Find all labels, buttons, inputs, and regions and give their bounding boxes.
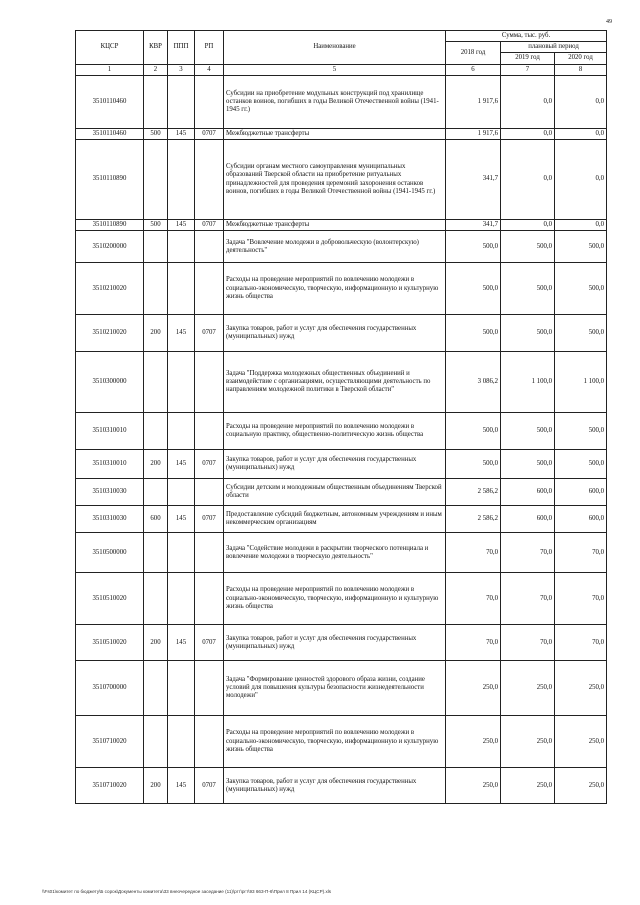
cell-2018: 250,0 (446, 768, 501, 804)
cell-ppp (168, 231, 195, 263)
table-row (76, 263, 607, 315)
table-row (76, 231, 607, 263)
cell-kcsr: 3510110890 (76, 140, 144, 220)
column-index: 1 (76, 64, 144, 75)
table-row (76, 625, 607, 661)
cell-kvr (144, 263, 168, 315)
cell-2019: 0,0 (501, 75, 555, 128)
cell-rp: 0707 (195, 315, 224, 352)
cell-name: Межбюджетные трансферты (224, 220, 446, 231)
header-rp: РП (195, 31, 224, 65)
table-row (76, 533, 607, 573)
cell-ppp (168, 479, 195, 506)
cell-ppp: 145 (168, 128, 195, 139)
table-row (76, 573, 607, 625)
cell-ppp (168, 352, 195, 413)
column-index: 8 (555, 64, 607, 75)
cell-name: Субсидии органам местного самоуправления муниципальных образований Тверской области на приобретение ритуальных принадлежностей для проведения церемоний захоронения останков воинов, погибших в годы Великой Отечественной войны (1941-1945 гг.) (224, 140, 446, 220)
cell-2020: 250,0 (555, 768, 607, 804)
cell-name: Закупка товаров, работ и услуг для обеспечения государственных (муниципальных) нужд (224, 625, 446, 661)
cell-kvr (144, 661, 168, 716)
cell-rp: 0707 (195, 506, 224, 533)
cell-2018: 250,0 (446, 661, 501, 716)
cell-name: Субсидии на приобретение модульных конструкций под хранилище останков воинов, погибших в годы Великой Отечественной войны (1941-1945 гг.) (224, 75, 446, 128)
cell-2020: 1 100,0 (555, 352, 607, 413)
cell-kcsr: 3510310030 (76, 479, 144, 506)
cell-kvr (144, 533, 168, 573)
file-path-footer: \\Fs01\комитет по бюджету\Б сорок\Документы комитета\33 внеочередное заседание (11)\ргт\ргт\93 663-П-6\Прил 8 Прил 14 (КЦСР).xls (42, 889, 332, 894)
cell-2018: 3 086,2 (446, 352, 501, 413)
cell-name: Задача "Поддержка молодежных общественных объединений и взаимодействие с организациями, осуществляющими деятельность по направлениям молодежной политики в Тверской области" (224, 352, 446, 413)
cell-rp: 0707 (195, 768, 224, 804)
cell-name: Расходы на проведение мероприятий по вовлечению молодежи в социальную практику, общественно-политическую жизнь общества (224, 413, 446, 450)
cell-kvr: 200 (144, 315, 168, 352)
cell-2020: 250,0 (555, 661, 607, 716)
cell-name: Закупка товаров, работ и услуг для обеспечения государственных (муниципальных) нужд (224, 315, 446, 352)
cell-2018: 1 917,6 (446, 75, 501, 128)
cell-name: Субсидии детским и молодежным общественным объединениям Тверской области (224, 479, 446, 506)
cell-kvr (144, 716, 168, 768)
cell-ppp (168, 75, 195, 128)
cell-ppp: 145 (168, 315, 195, 352)
cell-2018: 500,0 (446, 231, 501, 263)
cell-2018: 500,0 (446, 413, 501, 450)
cell-kvr (144, 75, 168, 128)
cell-ppp (168, 413, 195, 450)
cell-rp (195, 231, 224, 263)
cell-name: Предоставление субсидий бюджетным, автономным учреждениям и иным некоммерческим организациям (224, 506, 446, 533)
header-kcsr: КЦСР (76, 31, 144, 65)
header-2018: 2018 год (446, 42, 501, 64)
cell-kvr: 600 (144, 506, 168, 533)
table-row (76, 128, 607, 139)
cell-kcsr: 3510200000 (76, 231, 144, 263)
table-row (76, 352, 607, 413)
cell-2018: 500,0 (446, 450, 501, 479)
cell-rp (195, 75, 224, 128)
cell-ppp (168, 573, 195, 625)
table-row (76, 220, 607, 231)
cell-kcsr: 3510110460 (76, 75, 144, 128)
table-row (76, 768, 607, 804)
cell-2020: 250,0 (555, 716, 607, 768)
cell-2020: 70,0 (555, 625, 607, 661)
cell-rp: 0707 (195, 220, 224, 231)
cell-2020: 500,0 (555, 231, 607, 263)
header-row (76, 31, 607, 42)
cell-2019: 0,0 (501, 128, 555, 139)
cell-name: Расходы на проведение мероприятий по вовлечению молодежи в социально-экономическую, творческую, информационную и культурную жизнь общества (224, 716, 446, 768)
cell-2019: 500,0 (501, 263, 555, 315)
cell-2019: 1 100,0 (501, 352, 555, 413)
cell-name: Закупка товаров, работ и услуг для обеспечения государственных (муниципальных) нужд (224, 450, 446, 479)
cell-2019: 600,0 (501, 479, 555, 506)
cell-2020: 0,0 (555, 128, 607, 139)
cell-2019: 250,0 (501, 661, 555, 716)
cell-2019: 250,0 (501, 716, 555, 768)
cell-name: Закупка товаров, работ и услуг для обеспечения государственных (муниципальных) нужд (224, 768, 446, 804)
page-number: 49 (606, 19, 612, 25)
cell-2020: 70,0 (555, 533, 607, 573)
cell-name: Задача "Формирование ценностей здорового образа жизни, создание условий для повышения культуры безопасности жизнедеятельности молодежи" (224, 661, 446, 716)
cell-2020: 600,0 (555, 506, 607, 533)
column-index: 7 (501, 64, 555, 75)
cell-kvr (144, 352, 168, 413)
header-2020: 2020 год (555, 53, 607, 64)
cell-2020: 0,0 (555, 220, 607, 231)
cell-2018: 70,0 (446, 625, 501, 661)
cell-2019: 0,0 (501, 220, 555, 231)
cell-2020: 0,0 (555, 75, 607, 128)
cell-2018: 250,0 (446, 716, 501, 768)
cell-2019: 600,0 (501, 506, 555, 533)
cell-ppp (168, 533, 195, 573)
cell-kcsr: 3510210020 (76, 263, 144, 315)
table-row (76, 479, 607, 506)
cell-2020: 70,0 (555, 573, 607, 625)
cell-ppp: 145 (168, 506, 195, 533)
cell-kcsr: 3510110890 (76, 220, 144, 231)
cell-ppp: 145 (168, 625, 195, 661)
column-index: 6 (446, 64, 501, 75)
column-index: 5 (224, 64, 446, 75)
cell-rp (195, 352, 224, 413)
cell-ppp: 145 (168, 220, 195, 231)
cell-2020: 600,0 (555, 479, 607, 506)
cell-rp: 0707 (195, 625, 224, 661)
cell-ppp (168, 140, 195, 220)
table-row (76, 450, 607, 479)
table-row (76, 716, 607, 768)
cell-2018: 500,0 (446, 315, 501, 352)
cell-kvr: 200 (144, 625, 168, 661)
cell-kvr: 500 (144, 220, 168, 231)
column-index: 3 (168, 64, 195, 75)
cell-kcsr: 3510710020 (76, 768, 144, 804)
table-row (76, 413, 607, 450)
table-row (76, 506, 607, 533)
cell-rp (195, 573, 224, 625)
cell-name: Задача "Вовлечение молодежи в добровольческую (волонтерскую) деятельность" (224, 231, 446, 263)
header-sum: Сумма, тыс. руб. (446, 31, 607, 42)
column-index: 2 (144, 64, 168, 75)
cell-ppp (168, 661, 195, 716)
cell-2020: 500,0 (555, 315, 607, 352)
table-row (76, 75, 607, 128)
table-row (76, 661, 607, 716)
cell-kcsr: 3510500000 (76, 533, 144, 573)
cell-2020: 0,0 (555, 140, 607, 220)
cell-rp (195, 413, 224, 450)
cell-rp (195, 716, 224, 768)
cell-rp: 0707 (195, 450, 224, 479)
cell-kcsr: 3510310010 (76, 450, 144, 479)
cell-kvr: 500 (144, 128, 168, 139)
cell-2019: 500,0 (501, 231, 555, 263)
cell-kvr (144, 231, 168, 263)
cell-2018: 341,7 (446, 220, 501, 231)
cell-2020: 500,0 (555, 263, 607, 315)
cell-name: Задача "Содействие молодежи в раскрытии творческого потенциала и вовлечение молодежи в творческую деятельность" (224, 533, 446, 573)
cell-kvr (144, 479, 168, 506)
cell-2018: 1 917,6 (446, 128, 501, 139)
cell-rp (195, 661, 224, 716)
cell-2018: 2 586,2 (446, 479, 501, 506)
header-name: Наименование (224, 31, 446, 65)
header-plan-period: плановый период (501, 42, 607, 53)
cell-2019: 70,0 (501, 573, 555, 625)
cell-2018: 70,0 (446, 573, 501, 625)
cell-2018: 500,0 (446, 263, 501, 315)
cell-2019: 500,0 (501, 413, 555, 450)
cell-kcsr: 3510710020 (76, 716, 144, 768)
cell-2019: 0,0 (501, 140, 555, 220)
header-kvr: КВР (144, 31, 168, 65)
cell-name: Расходы на проведение мероприятий по вовлечению молодежи в социально-экономическую, творческую, информационную и культурную жизнь общества (224, 573, 446, 625)
cell-2019: 70,0 (501, 533, 555, 573)
cell-kcsr: 3510510020 (76, 573, 144, 625)
cell-rp (195, 263, 224, 315)
cell-kcsr: 3510310030 (76, 506, 144, 533)
cell-kvr (144, 413, 168, 450)
cell-kcsr: 3510700000 (76, 661, 144, 716)
cell-ppp: 145 (168, 450, 195, 479)
cell-rp (195, 479, 224, 506)
cell-2020: 500,0 (555, 450, 607, 479)
column-index: 4 (195, 64, 224, 75)
budget-table (75, 30, 607, 804)
cell-2019: 500,0 (501, 450, 555, 479)
cell-ppp: 145 (168, 768, 195, 804)
column-index-row (76, 64, 607, 75)
cell-2019: 250,0 (501, 768, 555, 804)
cell-2020: 500,0 (555, 413, 607, 450)
cell-2019: 70,0 (501, 625, 555, 661)
cell-2018: 70,0 (446, 533, 501, 573)
cell-kcsr: 3510210020 (76, 315, 144, 352)
cell-2018: 2 586,2 (446, 506, 501, 533)
cell-kvr (144, 140, 168, 220)
header-2019: 2019 год (501, 53, 555, 64)
cell-rp (195, 140, 224, 220)
cell-rp: 0707 (195, 128, 224, 139)
cell-kcsr: 3510310010 (76, 413, 144, 450)
cell-kcsr: 3510110460 (76, 128, 144, 139)
header-ppp: ППП (168, 31, 195, 65)
cell-kvr: 200 (144, 450, 168, 479)
cell-kvr (144, 573, 168, 625)
cell-kvr: 200 (144, 768, 168, 804)
cell-ppp (168, 263, 195, 315)
cell-ppp (168, 716, 195, 768)
table-row (76, 315, 607, 352)
cell-name: Расходы на проведение мероприятий по вовлечению молодежи в социально-экономическую, творческую, информационную и культурную жизнь общества (224, 263, 446, 315)
cell-rp (195, 533, 224, 573)
cell-2019: 500,0 (501, 315, 555, 352)
cell-name: Межбюджетные трансферты (224, 128, 446, 139)
table-row (76, 140, 607, 220)
cell-kcsr: 3510510020 (76, 625, 144, 661)
cell-2018: 341,7 (446, 140, 501, 220)
cell-kcsr: 3510300000 (76, 352, 144, 413)
